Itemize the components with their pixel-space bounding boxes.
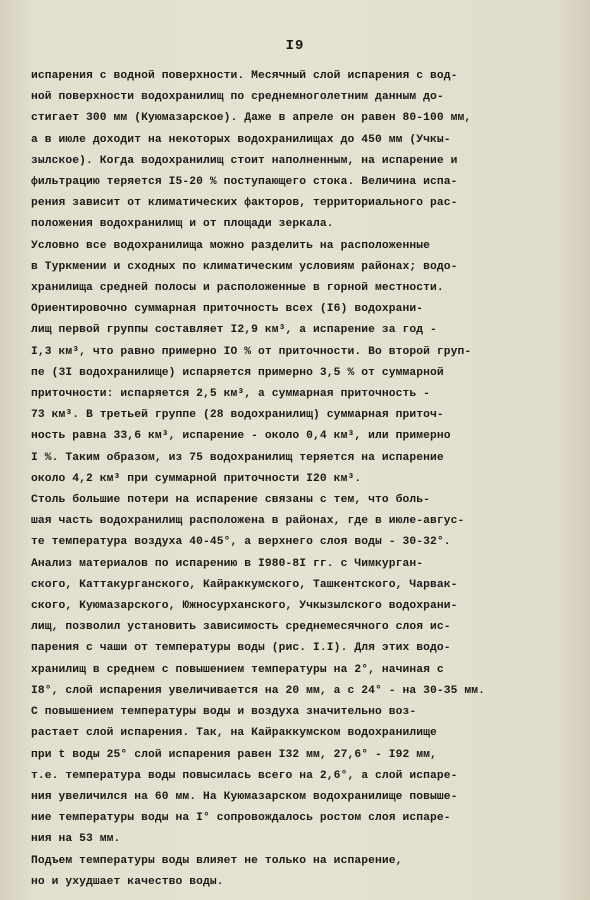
- text-line: стигает 300 мм (Куюмазарское). Даже в апреле он равен 80-100 мм,: [31, 112, 472, 125]
- text-line: хранилищ в среднем с повышением температуры на 2°, начиная с: [31, 663, 444, 676]
- text-line: приточности: испаряется 2,5 км³, а суммарная приточность -: [31, 388, 430, 401]
- text-line: ность равна 33,6 км³, испарение - около 0,4 км³, или примерно: [31, 430, 451, 443]
- text-line: хранилища средней полосы и расположенные в горной местности.: [31, 282, 444, 295]
- text-line: ной поверхности водохранилищ по среднемноголетним данным до-: [31, 91, 444, 104]
- text-line: зылское). Когда водохранилищ стоит наполненным, на испарение и: [31, 154, 458, 167]
- text-line: ния увеличился на 60 мм. На Куюмазарском водохранилище повыше-: [31, 790, 458, 803]
- text-line: ского, Каттакурганского, Кайраккумского, Ташкентского, Чарвак-: [31, 578, 458, 591]
- text-line: ния на 53 мм.: [31, 833, 121, 846]
- text-line: в Туркмении и сходных по климатическим условиям районах; водо-: [31, 260, 458, 273]
- text-line: около 4,2 км³ при суммарной приточности I20 км³.: [31, 472, 362, 485]
- text-line: Анализ материалов по испарению в I980-8I гг. с Чимкурган-: [31, 557, 424, 570]
- text-line: Ориентировочно суммарная приточность всех (I6) водохрани-: [31, 303, 424, 316]
- text-line: ского, Куюмазарского, Южносурханского, Учкызылского водохрани-: [31, 600, 458, 613]
- page-number: I9: [285, 38, 305, 54]
- text-line: I8°, слой испарения увеличивается на 20 мм, а с 24° - на 30-35 мм.: [31, 684, 486, 697]
- text-line: Условно все водохранилища можно разделить на расположенные: [31, 239, 430, 252]
- text-line: рения зависит от климатических факторов, территориального рас-: [31, 197, 458, 210]
- text-line: фильтрацию теряется I5-20 % поступающего стока. Величина испа-: [31, 176, 458, 189]
- text-line: пе (3I водохранилище) испаряется примерно 3,5 % от суммарной: [31, 366, 444, 379]
- text-line: Подъем температуры воды влияет не только на испарение,: [31, 854, 403, 867]
- text-line: 73 км³. В третьей группе (28 водохранилищ) суммарная приточ-: [31, 409, 444, 422]
- text-line: парения с чаши от температуры воды (рис. I.I). Для этих водо-: [31, 642, 451, 655]
- text-line: лищ первой группы составляет I2,9 км³, а испарение за год -: [31, 324, 437, 337]
- text-line: а в июле доходит на некоторых водохранилищах до 450 мм (Учкы-: [31, 133, 451, 146]
- text-line: те температура воздуха 40-45°, а верхнего слоя воды - 30-32°.: [31, 536, 451, 549]
- text-line: ние температуры воды на I° сопровождалось ростом слоя испаре-: [31, 812, 451, 825]
- body-text: [31, 66, 563, 893]
- text-line: I,3 км³, что равно примерно IO % от приточности. Во второй груп-: [31, 345, 472, 358]
- text-line: I %. Таким образом, из 75 водохранилищ теряется на испарение: [31, 451, 444, 464]
- text-line: лищ, позволил установить зависимость среднемесячного слоя ис-: [31, 621, 451, 634]
- text-line: т.е. температура воды повысилась всего на 2,6°, а слой испаре-: [31, 769, 458, 782]
- text-line: С повышением температуры воды и воздуха значительно воз-: [31, 706, 417, 719]
- text-line: растает слой испарения. Так, на Кайраккумском водохранилище: [31, 727, 437, 740]
- text-line: но и ухудшает качество воды.: [31, 875, 224, 888]
- text-line: Столь большие потери на испарение связаны с тем, что боль-: [31, 494, 430, 507]
- text-line: при t воды 25° слой испарения равен I32 мм, 27,6° - I92 мм,: [31, 748, 437, 761]
- text-line: испарения с водной поверхности. Месячный слой испарения с вод-: [31, 70, 458, 82]
- text-line: положения водохранилищ и от площади зеркала.: [31, 218, 334, 231]
- text-line: шая часть водохранилищ расположена в районах, где в июле-авгус-: [31, 515, 465, 528]
